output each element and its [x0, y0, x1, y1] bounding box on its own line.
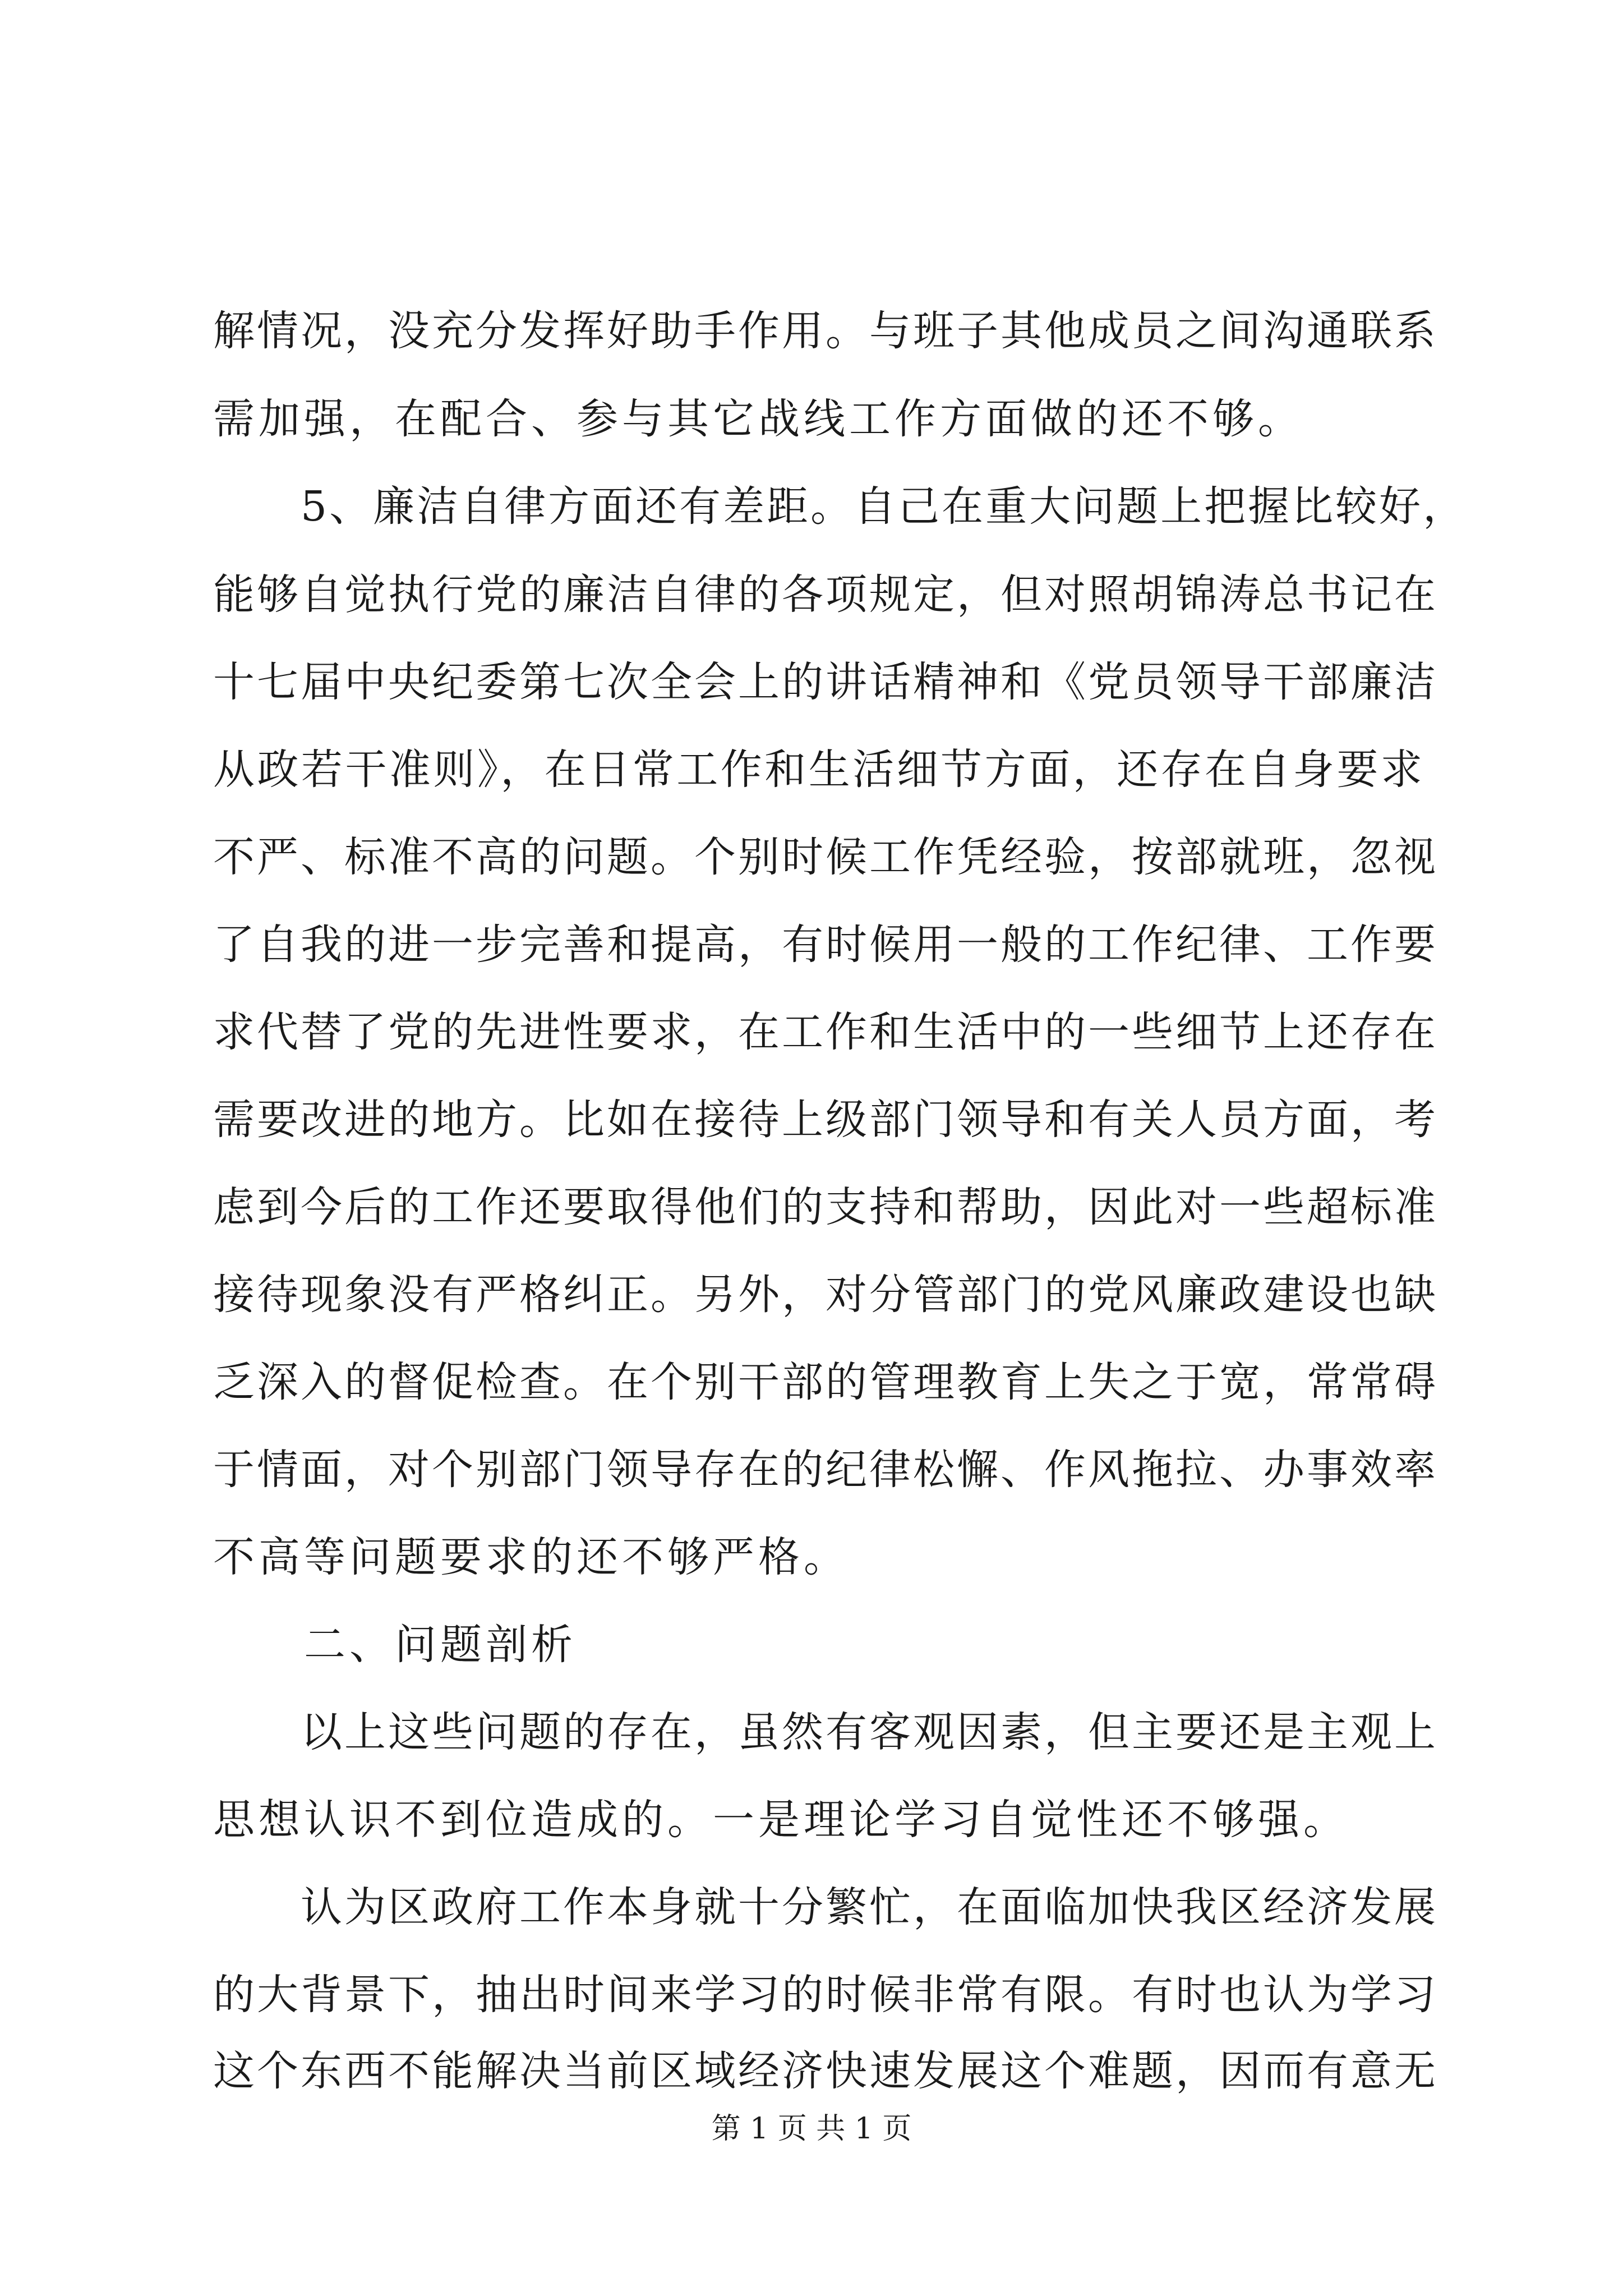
text-line: 乏深入的督促检查。在个别干部的管理教育上失之于宽，常常碍 — [213, 1358, 1438, 1406]
page-footer: 第 1 页 共 1 页 — [711, 2112, 912, 2146]
text-line: 接待现象没有严格纠正。另外，对分管部门的党风廉政建设也缺 — [213, 1271, 1438, 1319]
text-line: 求代替了党的先进性要求，在工作和生活中的一些细节上还存在 — [213, 1008, 1438, 1056]
text-line: 不高等问题要求的还不够严格。 — [213, 1533, 849, 1581]
text-line: 的大背景下，抽出时间来学习的时候非常有限。有时也认为学习 — [213, 1971, 1438, 2019]
text-line: 解情况，没充分发挥好助手作用。与班子其他成员之间沟通联系 — [213, 307, 1438, 355]
text-line: 5、廉洁自律方面还有差距。自己在重大问题上把握比较好， — [213, 482, 1467, 531]
text-line: 了自我的进一步完善和提高，有时候用一般的工作纪律、工作要 — [213, 921, 1438, 969]
text-line: 虑到今后的工作还要取得他们的支持和帮助，因此对一些超标准 — [213, 1183, 1438, 1231]
text-line: 这个东西不能解决当前区域经济快速发展这个难题，因而有意无 — [213, 2047, 1438, 2095]
text-line: 不严、标准不高的问题。个别时候工作凭经验，按部就班，忽视 — [213, 833, 1438, 881]
text-line: 需要改进的地方。比如在接待上级部门领导和有关人员方面，考 — [213, 1096, 1438, 1144]
text-line: 思想认识不到位造成的。一是理论学习自觉性还不够强。 — [213, 1796, 1349, 1844]
text-line: 认为区政府工作本身就十分繁忙，在面临加快我区经济发展 — [213, 1883, 1438, 1931]
text-line: 能够自觉执行党的廉洁自律的各项规定，但对照胡锦涛总书记在 — [213, 570, 1438, 619]
text-line: 于情面，对个别部门领导存在的纪律松懈、作风拖拉、办事效率 — [213, 1446, 1438, 1494]
text-line: 需加强，在配合、参与其它战线工作方面做的还不够。 — [213, 395, 1303, 443]
section-heading: 二、问题剖析 — [213, 1621, 577, 1669]
text-line: 从政若干准则》，在日常工作和生活细节方面，还存在自身要求 — [213, 746, 1424, 794]
text-line: 十七届中央纪委第七次全会上的讲话精神和《党员领导干部廉洁 — [213, 658, 1438, 706]
text-line: 以上这些问题的存在，虽然有客观因素，但主要还是主观上 — [213, 1708, 1438, 1756]
